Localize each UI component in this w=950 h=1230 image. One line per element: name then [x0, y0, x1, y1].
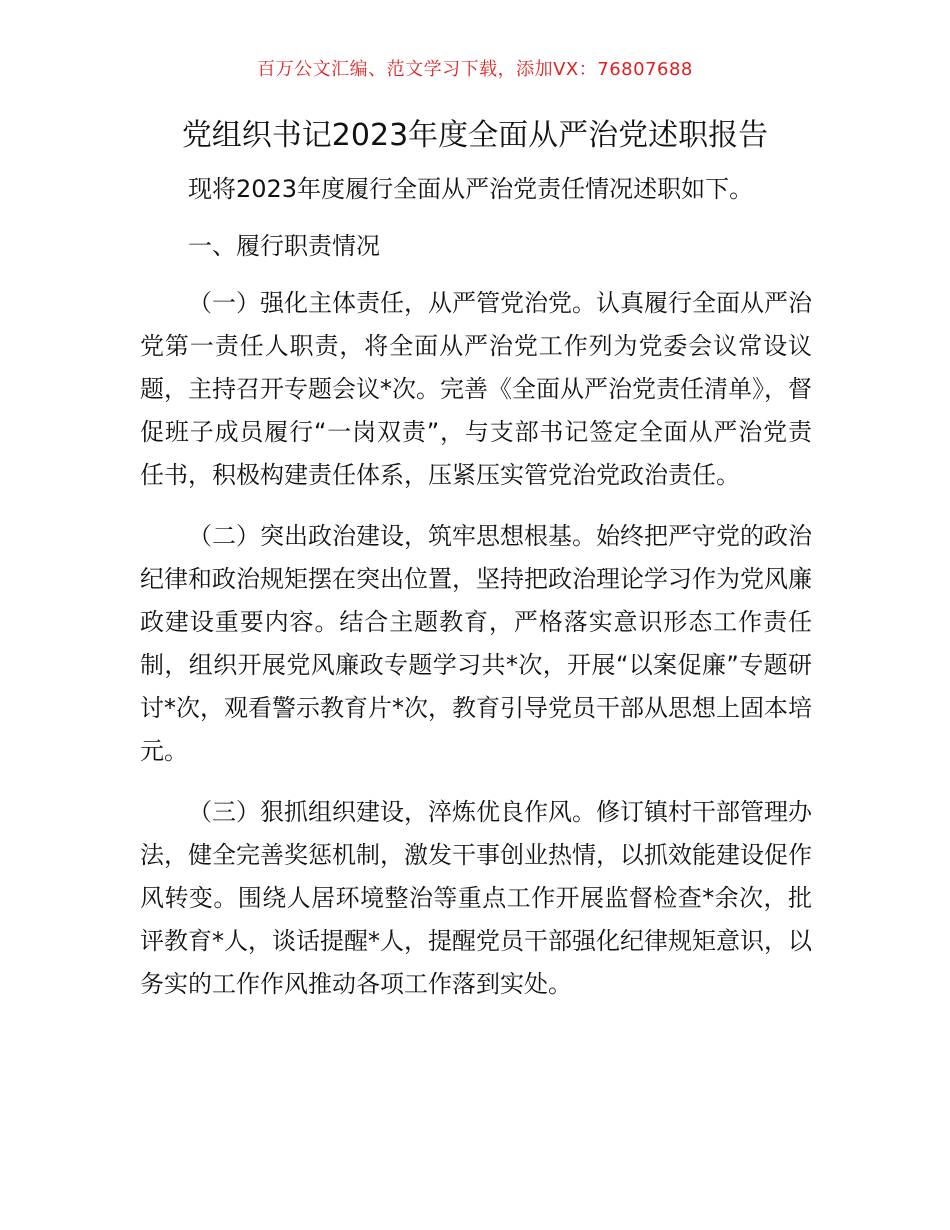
body-paragraph-2: （二）突出政治建设，筑牢思想根基。始终把严守党的政治纪律和政治规矩摆在突出位置，坚持把政治理论学习作为党风廉政建设重要内容。结合主题教育，严格落实意识形态工作责任制，组织开展党风廉政专题学习共*次，开展“以案促廉”专题研讨*次，观看警示教育片*次，教育引导党员干部从思想上固本培元。 — [140, 522, 812, 765]
document-title: 党组织书记2023年度全面从严治党述职报告 — [181, 118, 769, 153]
watermark-banner: 百万公文汇编、范文学习下载，添加VX：76807688 — [257, 59, 693, 80]
intro-paragraph: 现将2023年度履行全面从严治党责任情况述职如下。 — [188, 175, 754, 203]
body-paragraph-1: （一）强化主体责任，从严管党治党。认真履行全面从严治党第一责任人职责，将全面从严治党工作列为党委会议常设议题，主持召开专题会议*次。完善《全面从严治党责任清单》，督促班子成员履行“一岗双责”，与支部书记签定全面从严治党责任书，积极构建责任体系，压紧压实管党治党政治责任。 — [140, 289, 812, 489]
section-heading: 一、履行职责情况 — [188, 232, 380, 260]
body-paragraph-3: （三）狠抓组织建设，淬炼优良作风。修订镇村干部管理办法，健全完善奖惩机制，激发干事创业热情，以抓效能建设促作风转变。围绕人居环境整治等重点工作开展监督检查*余次，批评教育*人，谈话提醒*人，提醒党员干部强化纪律规矩意识，以务实的工作作风推动各项工作落到实处。 — [140, 798, 812, 998]
document-body — [140, 168, 812, 1024]
